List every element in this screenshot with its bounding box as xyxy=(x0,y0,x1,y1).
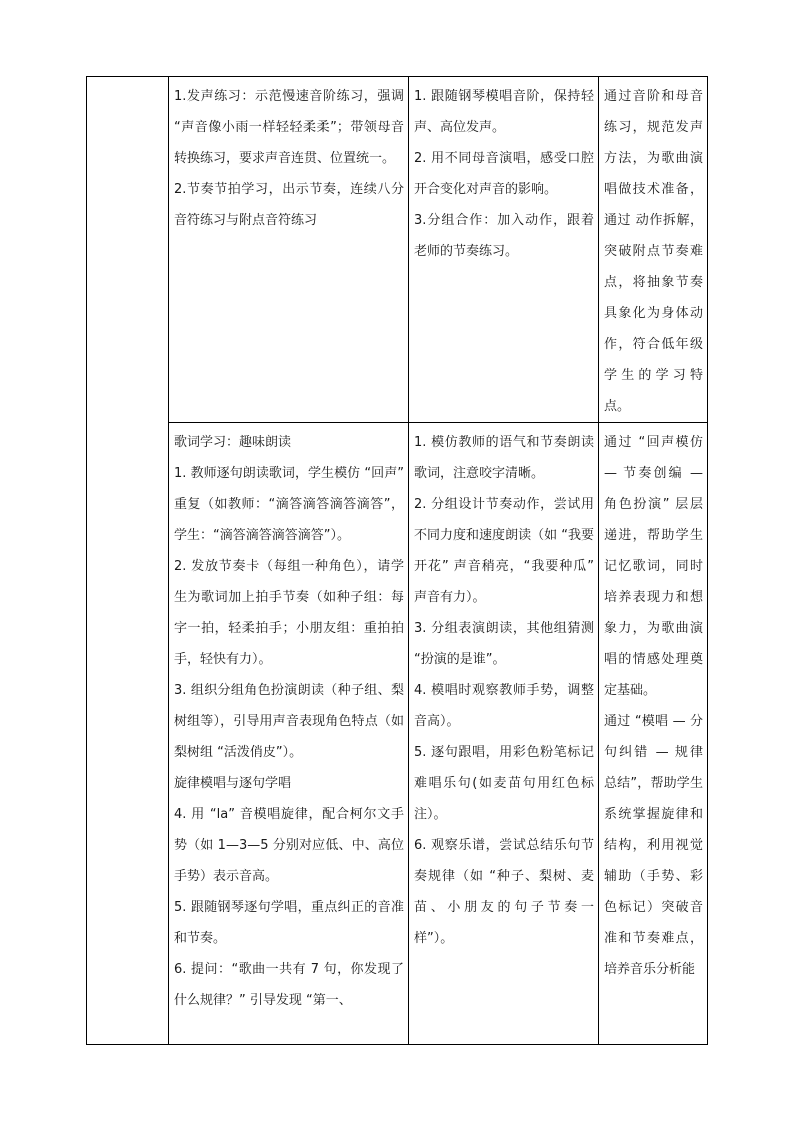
student-activity-cell xyxy=(409,423,599,1045)
teacher-step: 1. 教师逐句朗读歌词，学生模仿 “回声” 重复（如教师：“滴答滴答滴答滴答”，学生：“滴答滴答滴答滴答”）。 xyxy=(174,466,404,543)
table-row xyxy=(87,423,708,1045)
design-intent-text: 通过 “模唱 — 分句纠错 — 规律总结”，帮助学生系统掌握旋律和结构，利用视觉辅助（手势、彩色标记）突破音准和节奏难点，培养音乐分析能 xyxy=(604,714,703,977)
teacher-step: 2.节奏节拍学习，出示节奏，连续八分音符练习与附点音符练习 xyxy=(174,182,404,228)
teacher-activity-cell xyxy=(169,423,409,1045)
teacher-step: 6. 提问：“歌曲一共有 7 句，你发现了什么规律？” 引导发现 “第一、 xyxy=(174,962,404,1008)
student-step: 3. 分组表演朗读，其他组猜测 “扮演的是谁”。 xyxy=(414,621,594,667)
section-heading: 旋律模唱与逐句学唱 xyxy=(174,776,292,791)
stage-cell xyxy=(87,77,169,1045)
student-step: 6. 观察乐谱，尝试总结乐句节奏规律（如 “种子、梨树、麦苗、小朋友的句子节奏一样”）。 xyxy=(414,838,594,946)
teacher-step: 4. 用 “la” 音模唱旋律，配合柯尔文手势（如 1—3—5 分别对应低、中、高位手势）表示音高。 xyxy=(174,807,404,884)
student-step: 2. 用不同母音演唱，感受口腔开合变化对声音的影响。 xyxy=(414,151,594,197)
section-heading: 歌词学习：趣味朗读 xyxy=(174,435,292,450)
student-step: 1. 跟随钢琴模唱音阶，保持轻声、高位发声。 xyxy=(414,89,594,135)
student-step: 2. 分组设计节奏动作，尝试用不同力度和速度朗读（如 “我要开花” 声音稍亮，“我要种瓜” 声音有力）。 xyxy=(414,497,594,605)
teacher-step: 5. 跟随钢琴逐句学唱，重点纠正的音准和节奏。 xyxy=(174,900,404,946)
lesson-plan-table xyxy=(86,76,708,1045)
teacher-activity-cell xyxy=(169,77,409,423)
teacher-step: 2. 发放节奏卡（每组一种角色），请学生为歌词加上拍手节奏（如种子组：每字一拍，轻柔拍手；小朋友组：重拍拍手，轻快有力）。 xyxy=(174,559,404,667)
student-activity-cell xyxy=(409,77,599,423)
table-row xyxy=(87,77,708,423)
student-step: 5. 逐句跟唱，用彩色粉笔标记难唱乐句(如麦苗句用红色标注）。 xyxy=(414,745,594,822)
teacher-step: 1.发声练习：示范慢速音阶练习，强调 “声音像小雨一样轻轻柔柔”；带领母音转换练习，要求声音连贯、位置统一。 xyxy=(174,89,404,166)
student-step: 1. 模仿教师的语气和节奏朗读歌词，注意咬字清晰。 xyxy=(414,435,594,481)
student-step: 4. 模唱时观察教师手势，调整音高）。 xyxy=(414,683,594,729)
student-step: 3.分组合作：加入动作，跟着老师的节奏练习。 xyxy=(414,213,594,259)
teacher-step: 3. 组织分组角色扮演朗读（种子组、梨树组等），引导用声音表现角色特点（如梨树组 “活泼俏皮”）。 xyxy=(174,683,404,760)
design-intent-cell xyxy=(599,77,708,423)
design-intent-text: 通过 “回声模仿 — 节奏创编 — 角色扮演” 层层递进，帮助学生记忆歌词，同时培养表现力和想象力，为歌曲演唱的情感处理奠定基础。 xyxy=(604,435,703,698)
design-intent-text: 通过音阶和母音练习，规范发声方法，为歌曲演唱做技术准备，通过 动作拆解，突破附点节奏难点，将抽象节奏具象化为身体动作，符合低年级学生的学习特点。 xyxy=(604,89,703,414)
design-intent-cell xyxy=(599,423,708,1045)
